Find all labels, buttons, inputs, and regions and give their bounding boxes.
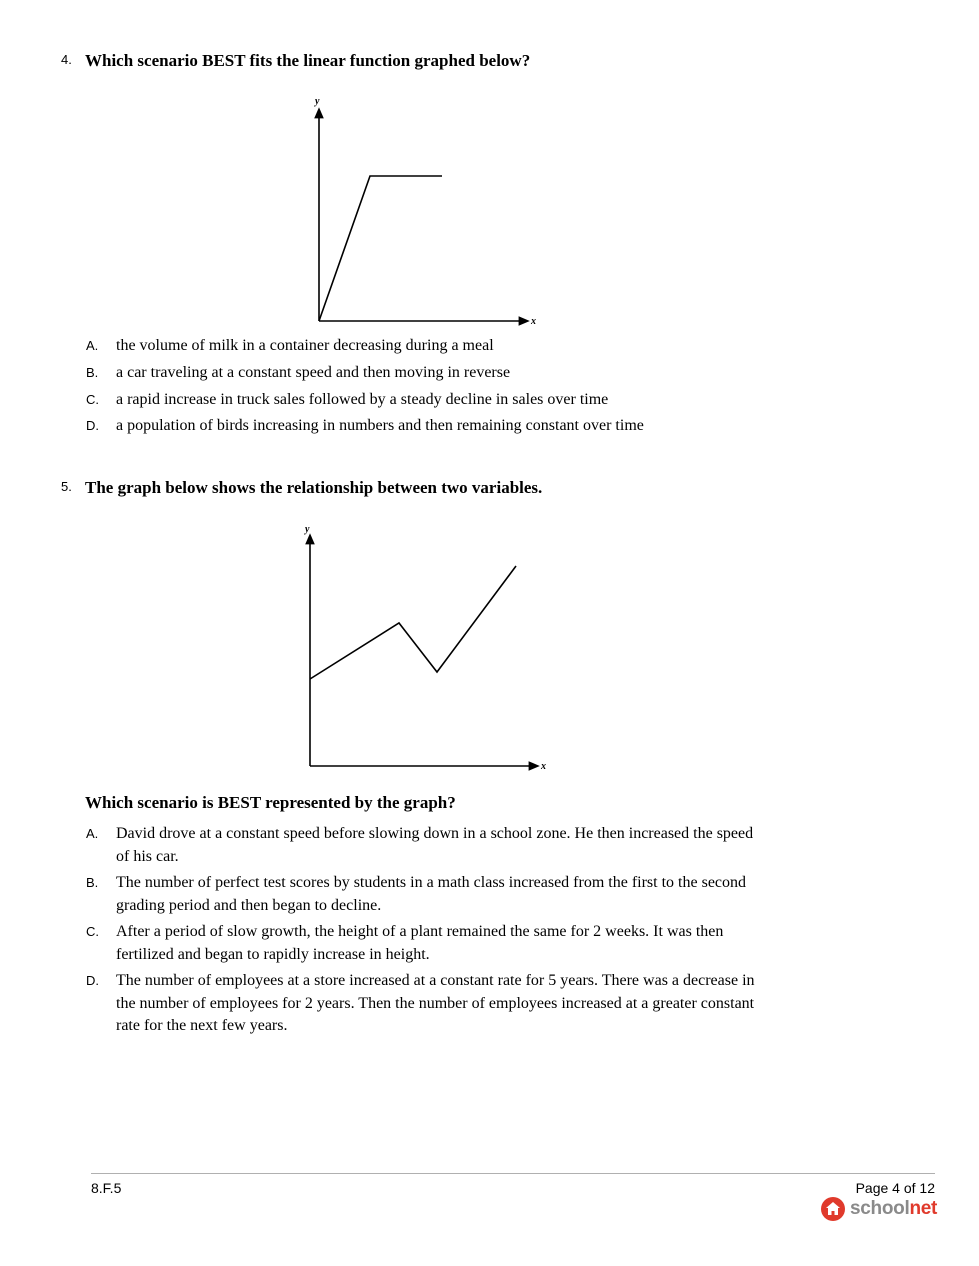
- option-letter[interactable]: D.: [86, 973, 99, 988]
- option-text[interactable]: a car traveling at a constant speed and then moving in reverse: [116, 364, 511, 381]
- option-letter[interactable]: A.: [86, 826, 99, 841]
- y-axis-label: y: [305, 524, 310, 535]
- option-text[interactable]: After a period of slow growth, the height of a plant remained the same for 2 weeks. It was then fertilized and began to rapidly increase in height.: [116, 923, 724, 963]
- option-letter[interactable]: D.: [86, 418, 99, 433]
- question-prompt: Which scenario BEST fits the linear function graphed below?: [85, 51, 531, 70]
- x-axis-label: x: [541, 761, 546, 772]
- graph-line: [310, 566, 516, 679]
- page-indicator: Page 4 of 12: [855, 1180, 935, 1196]
- question-number: 4.: [61, 52, 72, 67]
- option-text[interactable]: a rapid increase in truck sales followed by a steady decline in sales over time: [116, 391, 609, 408]
- option-letter[interactable]: C.: [86, 392, 99, 407]
- graph-line: [319, 176, 442, 321]
- option-letter[interactable]: B.: [86, 365, 99, 380]
- standard-code: 8.F.5: [91, 1180, 122, 1196]
- question-prompt: The graph below shows the relationship between two variables.: [85, 478, 543, 497]
- option-letter[interactable]: A.: [86, 338, 99, 353]
- option-letter[interactable]: B.: [86, 875, 99, 890]
- option-letter[interactable]: C.: [86, 924, 99, 939]
- option-text[interactable]: a population of birds increasing in numbers and then remaining constant over time: [116, 417, 644, 434]
- schoolnet-logo: [820, 1195, 937, 1223]
- y-axis-label: y: [315, 96, 320, 107]
- option-text[interactable]: David drove at a constant speed before slowing down in a school zone. He then increased the speed of his car.: [116, 825, 754, 865]
- x-axis-label: x: [531, 316, 536, 327]
- q5-graph: [290, 520, 560, 775]
- footer-divider: [91, 1173, 935, 1174]
- logo-wordmark: schoolnet: [850, 1198, 938, 1219]
- question-number: 5.: [61, 479, 72, 494]
- option-text[interactable]: The number of employees at a store increased at a constant rate for 5 years. There was a decrease in the number of employees for 2 years. Then the number of employees increased at a greater constant rate for the next few years.: [116, 972, 755, 1034]
- question-subprompt: Which scenario is BEST represented by the graph?: [85, 793, 456, 812]
- option-text[interactable]: the volume of milk in a container decreasing during a meal: [116, 337, 494, 354]
- option-text[interactable]: The number of perfect test scores by students in a math class increased from the first to the second grading period and then began to decline.: [116, 874, 747, 914]
- q4-graph: [300, 92, 550, 337]
- logo-house-icon: [820, 1196, 846, 1222]
